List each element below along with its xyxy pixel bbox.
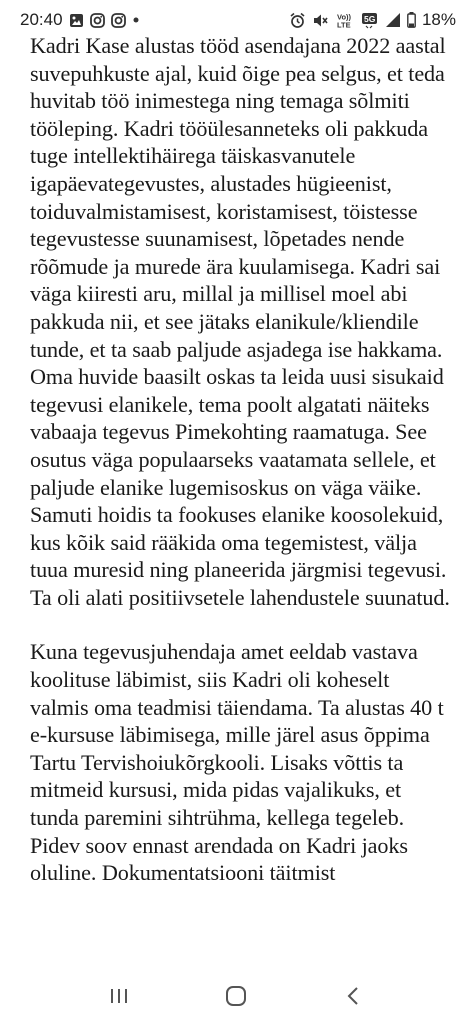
alarm-icon <box>289 12 306 29</box>
paragraph: Kuna tegevusjuhendaja amet eeldab vastava koolituse läbimist, siis Kadri oli koheselt valmis oma teadmisi täiendama. Ta alustas 40 t e-kursuse läbimisega, mille järel asus õppima Tartu Tervishoiukõrgkooli. Lisaks võttis ta mitmeid kursusi, mida pidas vajalikuks, et tunda paremini sihtrühma, kellega tegeleb. Pidev soov ennast arendada on Kadri jaoks oluline. Dokumentatsiooni täitmist <box>30 639 444 886</box>
battery-icon <box>407 12 416 28</box>
home-icon <box>225 985 247 1007</box>
back-icon <box>345 985 361 1007</box>
home-button[interactable] <box>206 976 266 1016</box>
gallery-icon <box>69 13 84 28</box>
back-button[interactable] <box>323 976 383 1016</box>
clock: 20:40 <box>20 10 63 29</box>
mute-icon <box>312 12 329 29</box>
paragraph: Oma huvide baasilt oskas ta leida uusi sisukaid tegevusi elanikele, tema poolt algatati näiteks vabaaja tegevus Pimekohting raamatuga. See osutus väga populaarseks vaatamata sellele, et paljude elanike lugemisoskus on väga väike. Samuti hoidis ta fookuses elanike koosolekuid, kus kõik said rääkida oma tegemistest, välja tuua muresid ning planeerida järgmisi tegevusi. Ta oli alati positiivsetele lahendustele suunatud. <box>30 364 450 610</box>
battery-percentage: 18% <box>421 10 456 29</box>
article-text <box>30 32 452 887</box>
instagram-icon <box>111 13 126 28</box>
5g-signal-icon <box>361 12 379 29</box>
instagram-icon <box>90 13 105 28</box>
recent-apps-button[interactable] <box>89 976 149 1016</box>
status-bar-left <box>20 10 140 30</box>
notification-dot-icon <box>132 16 140 24</box>
signal-bars-icon <box>385 12 401 28</box>
navigation-bar <box>0 968 472 1024</box>
svg-text:5G: 5G <box>363 13 376 24</box>
svg-text:Vo)): Vo)) <box>336 12 351 21</box>
paragraph: Kadri Kase alustas tööd asendajana 2022 aastal suvepuhkuste ajal, kuid õige pea selgus, et teda huvitab töö inimestega ning temaga sõlmiti tööleping. Kadri tööülesanneteks oli pakkuda tuge intellektihäirega täiskasvanutele igapäevategevustes, alustades hügieenist, toiduvalmistamisest, koristamisest, töistesse tegevustesse suunamisest, lõpetades nende rõõmude ja murede ära kuulamisega. Kadri sai väga kiiresti aru, millal ja millisel moel abi pakkuda nii, et see jätaks elanikule/kliendile tunde, et ta saab paljude asjadega ise hakkama. <box>30 33 446 362</box>
volte-icon <box>335 12 355 29</box>
recent-apps-icon <box>108 986 130 1006</box>
status-bar-right <box>289 10 456 30</box>
svg-text:LTE: LTE <box>336 20 351 29</box>
